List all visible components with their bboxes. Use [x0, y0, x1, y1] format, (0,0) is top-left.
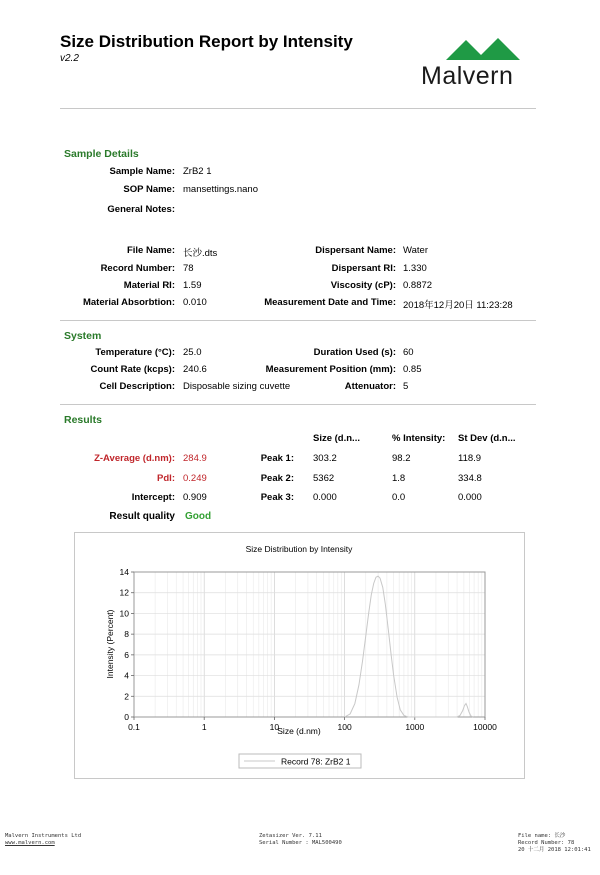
sop-name-value: mansettings.nano: [183, 184, 258, 195]
peak-3-intensity: 0.0: [392, 492, 406, 503]
y-axis-label: Intensity (Percent): [105, 609, 115, 679]
footer-file-name: File name: 长沙: [518, 833, 566, 839]
file-name-label: File Name:: [126, 245, 175, 256]
measurement-date-value: 2018年12月20日 11:23:28: [403, 300, 513, 311]
legend-entry: Record 78: ZrB2 1: [281, 756, 351, 767]
sample-name-label: Sample Name:: [109, 166, 175, 177]
x-tick-label: 100: [337, 722, 352, 732]
report-title: Size Distribution Report by Intensity: [60, 32, 353, 51]
system-heading: System: [64, 330, 102, 342]
footer-left: [5, 833, 81, 847]
duration-value: 60: [403, 347, 414, 358]
attenuator-label: Attenuator:: [344, 381, 396, 392]
duration-label: Duration Used (s):: [313, 347, 396, 358]
y-tick-label: 4: [124, 670, 129, 681]
file-name-value: 长沙.dts: [183, 248, 218, 259]
y-tick-label: 12: [119, 587, 129, 598]
peak-2-stdev: 334.8: [458, 473, 482, 484]
col-intensity-header: % Intensity:: [392, 433, 446, 444]
viscosity-value: 0.8872: [403, 280, 433, 291]
chart-canvas: [75, 533, 524, 778]
x-axis-label: Size (d.nm): [277, 726, 321, 736]
material-ri-label: Material RI:: [123, 280, 175, 291]
peak-3-label: Peak 3:: [260, 492, 294, 503]
intercept-value: 0.909: [183, 492, 207, 503]
count-rate-value: 240.6: [183, 364, 207, 375]
measurement-position-label: Measurement Position (mm):: [265, 364, 396, 375]
intercept-label: Intercept:: [131, 492, 175, 503]
y-tick-label: 8: [124, 629, 129, 640]
material-absorbtion-value: 0.010: [183, 297, 207, 308]
cell-description-label: Cell Description:: [99, 381, 175, 392]
malvern-logo-text: Malvern: [421, 62, 514, 90]
measurement-date-label: Measurement Date and Time:: [264, 297, 396, 308]
x-tick-label: 10000: [473, 722, 497, 732]
peak-2-intensity: 1.8: [392, 473, 406, 484]
header-divider: [60, 108, 536, 109]
col-size-header: Size (d.n...: [313, 433, 360, 444]
y-tick-label: 6: [124, 649, 129, 660]
general-notes-label: General Notes:: [107, 204, 175, 215]
footer-website-link[interactable]: www.malvern.com: [5, 840, 55, 846]
z-average-value: 284.9: [183, 453, 207, 464]
dispersant-ri-value: 1.330: [403, 263, 427, 274]
x-tick-label: 1000: [405, 722, 425, 732]
material-absorbtion-label: Material Absorbtion:: [82, 297, 175, 308]
footer-company: Malvern Instruments Ltd: [5, 833, 82, 839]
col-stdev-header: St Dev (d.n...: [458, 433, 516, 444]
results-heading: Results: [64, 414, 102, 426]
record-number-value: 78: [183, 263, 194, 274]
peak-1-intensity: 98.2: [392, 453, 411, 464]
footer-serial-number: Serial Number : MAL500490: [259, 840, 342, 846]
chart-title: Size Distribution by Intensity: [245, 544, 353, 554]
report-version: v2.2: [60, 53, 79, 64]
result-quality-value: Good: [185, 511, 212, 522]
sop-name-label: SOP Name:: [123, 184, 175, 195]
footer-right: [518, 833, 591, 854]
peak-1-stdev: 118.9: [458, 453, 482, 464]
malvern-logo-icon: [446, 38, 536, 60]
z-average-label: Z-Average (d.nm):: [94, 453, 175, 464]
dispersant-name-value: Water: [403, 245, 428, 256]
attenuator-value: 5: [403, 381, 409, 392]
x-tick-label: 0.1: [128, 722, 140, 732]
pdi-value: 0.249: [183, 473, 207, 484]
size-distribution-chart: [74, 532, 525, 779]
peak-1-size: 303.2: [313, 453, 337, 464]
peak-2-label: Peak 2:: [260, 473, 294, 484]
pdi-label: PdI:: [157, 473, 175, 484]
footer-center: [259, 833, 342, 847]
plot-area: [134, 572, 485, 717]
temperature-label: Temperature (°C):: [95, 347, 175, 358]
record-number-label: Record Number:: [100, 263, 175, 274]
series-line-record-78: [345, 576, 474, 717]
x-tick-label: 10: [269, 722, 280, 732]
x-tick-label: 1: [201, 722, 207, 732]
y-tick-label: 2: [124, 691, 129, 702]
sample-divider: [60, 320, 536, 321]
y-tick-label: 0: [124, 712, 129, 722]
temperature-value: 25.0: [183, 347, 202, 358]
viscosity-label: Viscosity (cP):: [330, 280, 396, 291]
material-ri-value: 1.59: [183, 280, 202, 291]
peak-3-stdev: 0.000: [458, 492, 482, 503]
measurement-position-value: 0.85: [403, 364, 422, 375]
dispersant-ri-label: Dispersant RI:: [331, 263, 396, 274]
y-tick-label: 14: [119, 567, 129, 577]
dispersant-name-label: Dispersant Name:: [315, 245, 396, 256]
sample-details-heading: Sample Details: [64, 148, 139, 160]
footer-print-date: 20 十二月 2018 12:01:41: [518, 847, 591, 853]
system-divider: [60, 404, 536, 405]
count-rate-label: Count Rate (kcps):: [90, 364, 175, 375]
sample-name-value: ZrB2 1: [183, 166, 212, 177]
peak-3-size: 0.000: [313, 492, 337, 503]
y-tick-label: 10: [119, 608, 129, 619]
peak-1-label: Peak 1:: [260, 453, 294, 464]
footer-software-version: Zetasizer Ver. 7.11: [259, 833, 322, 839]
cell-description-value: Disposable sizing cuvette: [183, 381, 291, 392]
chart-legend: [239, 754, 361, 768]
result-quality-label: Result quality: [109, 511, 175, 522]
peak-2-size: 5362: [313, 473, 335, 484]
footer-record-number: Record Number: 78: [518, 840, 575, 846]
